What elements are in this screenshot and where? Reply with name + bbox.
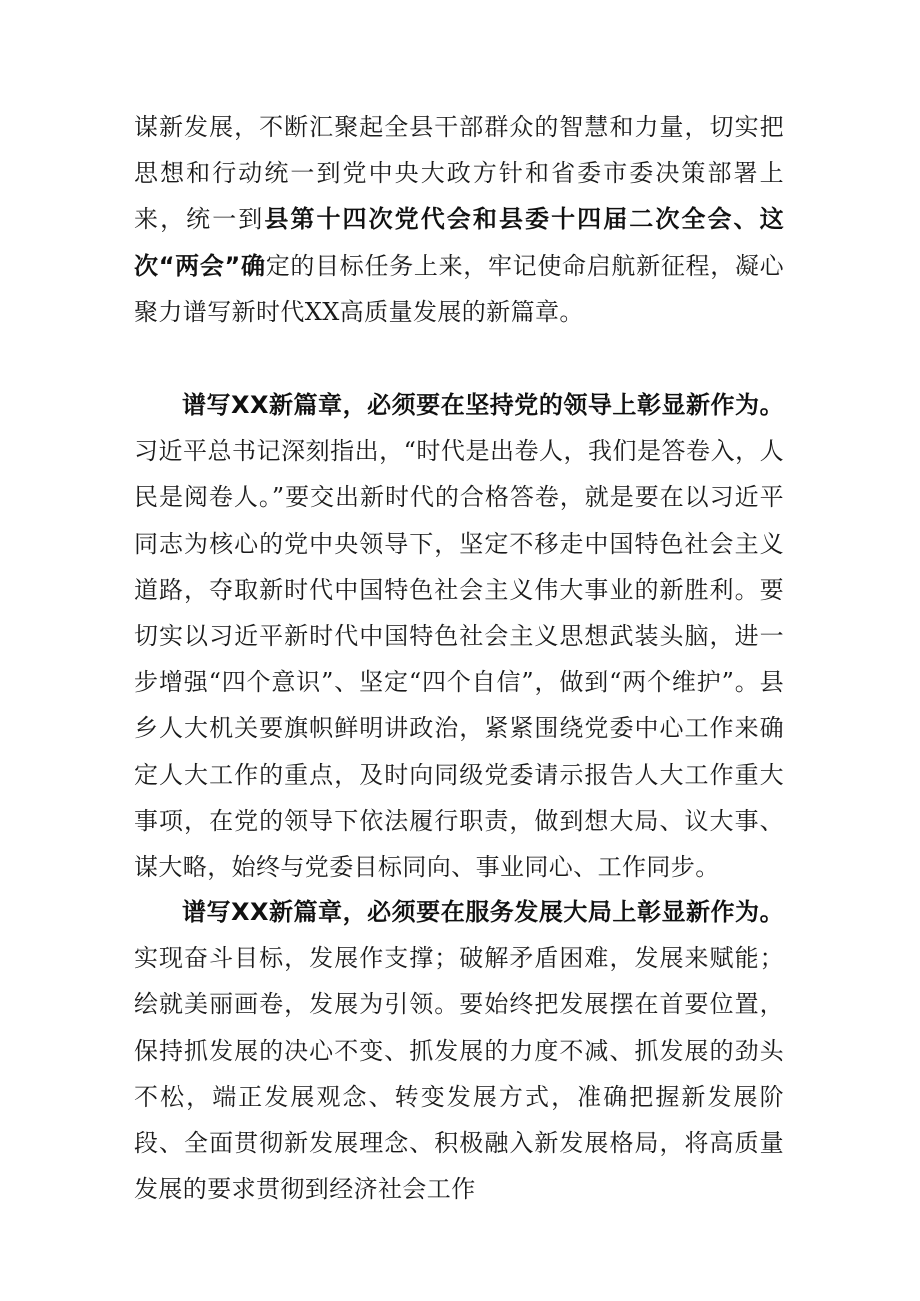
paragraph-development (134, 889, 784, 1212)
paragraph-1-rest: 定的目标任务上来，牢记使命启航新征程，凝心聚力谱写新时代XX高质量发展的新篇章。 (134, 251, 784, 326)
paragraph-party-leadership (134, 382, 784, 890)
paragraph-3-body: 实现奋斗目标，发展作支撑；破解矛盾困难，发展来赋能；绘就美丽画卷，发展为引领。要始终把发展摆在首要位置，保持抓发展的决心不变、抓发展的力度不减、抓发展的劲头不松，端正发展观念、转变发展方式，准确把握新发展阶段、全面贯彻新发展理念、积极融入新发展格局，将高质量发展的要求贯彻到经济社会工作 (134, 944, 784, 1204)
paragraph-3-heading: 谱写XX新篇章，必须要在服务发展大局上彰显新作为。 (182, 898, 784, 926)
paragraph-2-body: 习近平总书记深刻指出，“时代是出卷人，我们是答卷入，人民是阅卷人。”要交出新时代的合格答卷，就是要在以习近平同志为核心的党中央领导下，坚定不移走中国特色社会主义道路，夺取新时代中国特色社会主义伟大事业的新胜利。要切实以习近平新时代中国特色社会主义思想武装头脑，进一步增强“四个意识”、坚定“四个自信”，做到“两个维护”。县乡人大机关要旗帜鲜明讲政治，紧紧围绕党委中心工作来确定人大工作的重点，及时向同级党委请示报告人大工作重大事项，在党的领导下依法履行职责，做到想大局、议大事、谋大略，始终与党委目标同向、事业同心、工作同步。 (134, 437, 784, 882)
paragraph-1-lead: 谋新发展，不断汇聚起全县干部群众的智慧和力量，切实把思想和行动统一到党中央大政方针和省委市委决策部署上来，统一到 (134, 113, 784, 234)
paragraph-1-bold-span: 县第十四次党代会和县委十四届二次全会、这次“两会”确 (134, 205, 785, 280)
paragraph-continuation (134, 104, 784, 335)
paragraph-2-heading: 谱写XX新篇章，必须要在坚持党的领导上彰显新作为。 (182, 391, 784, 419)
